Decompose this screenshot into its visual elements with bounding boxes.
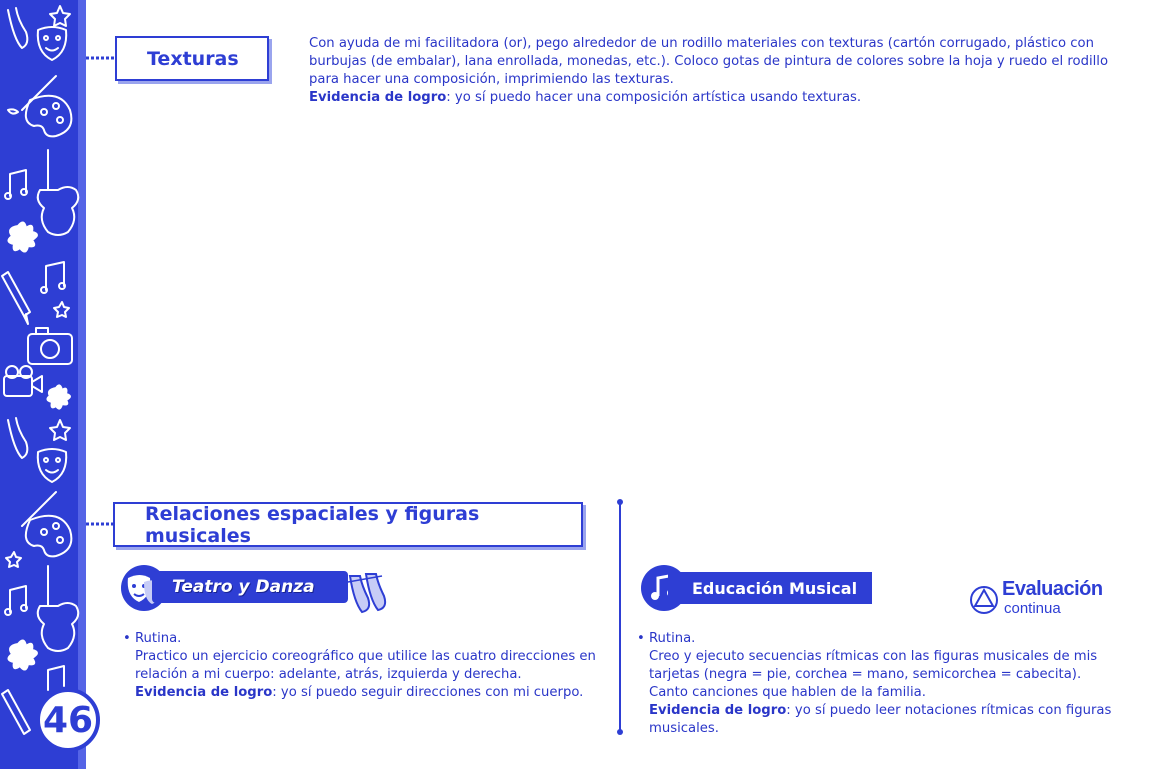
educacion-musical-banner-label: Educación Musical (692, 578, 858, 598)
ballet-shoes-icon (344, 572, 388, 616)
section-title-relaciones-label: Relaciones espaciales y figuras musicales (145, 502, 480, 547)
texturas-description (309, 35, 1129, 107)
musical-bullet: • Rutina. (637, 631, 696, 646)
musical-evidence-label: Evidencia de logro (649, 703, 787, 718)
section-title-relaciones (113, 502, 583, 547)
texturas-evidence-label: Evidencia de logro (309, 90, 447, 105)
texturas-body: Con ayuda de mi facilitadora (or), pego alrededor de un rodillo materiales con texturas (cartón corrugado, plástico con burbujas (de embalar), lana enrollada, monedas, etc.). Coloco gotas de pintura de colores sobre la hoja y ruedo el rodillo para hacer una composición, imprimiendo las texturas. (309, 36, 1109, 87)
musical-body1: Creo y ejecuto secuencias rítmicas con las figuras musicales de mis tarjetas (negra = pie, corchea = mano, semicorchea = cabecita). (649, 649, 1098, 682)
evaluation-cycle-icon (968, 584, 1000, 616)
teatro-body: Practico un ejercicio coreográfico que utilice las cuatro direcciones en relación a mi cuerpo: adelante, atrás, izquierda y derecha. (135, 649, 596, 682)
art-doodles-icon (0, 0, 86, 769)
musical-body2: Canto canciones que hablen de la familia. (649, 685, 926, 700)
page-number: 46 (36, 688, 100, 752)
decorative-sidebar (0, 0, 86, 769)
teatro-danza-banner (152, 571, 348, 603)
teatro-evidence-text: : yo sí puedo seguir direcciones con mi cuerpo. (272, 685, 584, 700)
evaluacion-subtitle: continua (1004, 600, 1061, 617)
section-title-texturas-label: Texturas (147, 47, 239, 70)
texturas-evidence-text: : yo sí puedo hacer una composición artística usando texturas. (446, 90, 862, 105)
section-title-texturas (115, 36, 269, 81)
evaluacion-title: Evaluación (1002, 578, 1103, 600)
teatro-danza-banner-label: Teatro y Danza (172, 577, 315, 597)
evaluacion-continua-logo (968, 578, 1108, 622)
educacion-musical-banner (668, 572, 872, 604)
musical-evidence-text: : yo sí puedo leer notaciones rítmicas con figuras musicales. (649, 703, 1112, 736)
teatro-description (123, 630, 603, 702)
column-divider (619, 502, 621, 732)
teatro-evidence-label: Evidencia de logro (135, 685, 273, 700)
teatro-bullet: • Rutina. (123, 631, 182, 646)
musical-description (637, 630, 1117, 738)
